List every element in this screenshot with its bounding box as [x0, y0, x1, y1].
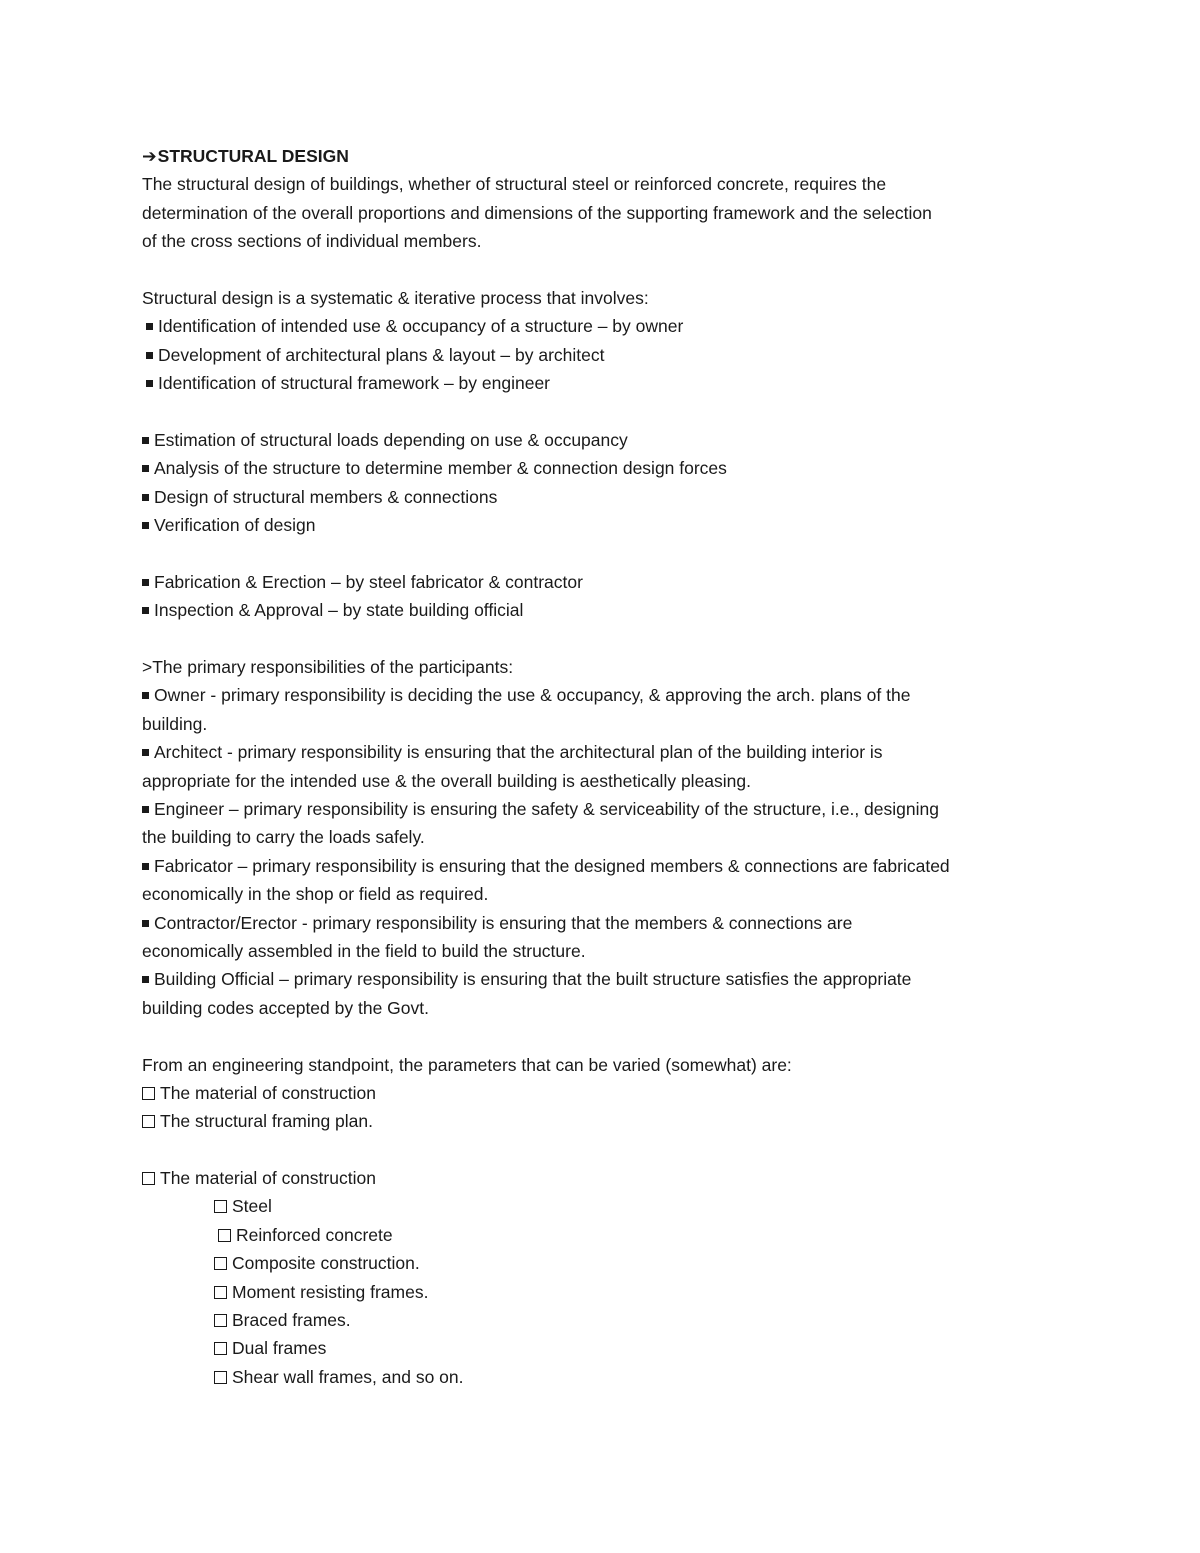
material-item: Braced frames.: [142, 1306, 1072, 1334]
checkbox-icon: [214, 1314, 227, 1327]
responsibility-continuation: economically in the shop or field as required.: [142, 884, 489, 905]
checkbox-icon: [214, 1342, 227, 1355]
process-item: Identification of intended use & occupancy of a structure – by owner: [142, 312, 1072, 340]
checkbox-icon: [214, 1257, 227, 1270]
responsibility-item: Fabricator – primary responsibility is ensuring that the designed members & connections are fabricated: [142, 852, 1072, 880]
process-item: Inspection & Approval – by state building official: [142, 596, 1072, 624]
material-item: Composite construction.: [142, 1249, 1072, 1277]
square-bullet-icon: [142, 920, 149, 927]
process-item: Estimation of structural loads depending on use & occupancy: [142, 426, 1072, 454]
checkbox-icon: [142, 1172, 155, 1185]
square-bullet-icon: [142, 494, 149, 501]
intro-line: of the cross sections of individual members.: [142, 231, 482, 252]
process-item: Design of structural members & connections: [142, 483, 1072, 511]
material-item: Steel: [142, 1192, 1072, 1220]
responsibility-item: Building Official – primary responsibility is ensuring that the built structure satisfies the appropriate: [142, 965, 1072, 993]
responsibilities-heading: >The primary responsibilities of the participants:: [142, 657, 514, 678]
document-page: [142, 142, 1072, 1391]
square-bullet-icon: [146, 380, 153, 387]
square-bullet-icon: [142, 976, 149, 983]
checkbox-icon: [214, 1200, 227, 1213]
responsibility-continuation: the building to carry the loads safely.: [142, 827, 425, 848]
parameter-item: The structural framing plan.: [142, 1107, 1072, 1135]
process-item: Development of architectural plans & layout – by architect: [142, 341, 1072, 369]
responsibility-continuation: appropriate for the intended use & the overall building is aesthetically pleasing.: [142, 770, 751, 791]
square-bullet-icon: [146, 352, 153, 359]
checkbox-icon: [218, 1229, 231, 1242]
material-item: Shear wall frames, and so on.: [142, 1363, 1072, 1391]
parameter-item: The material of construction: [142, 1079, 1072, 1107]
process-item: Identification of structural framework – by engineer: [142, 369, 1072, 397]
square-bullet-icon: [142, 692, 149, 699]
material-item: Dual frames: [142, 1334, 1072, 1362]
responsibility-continuation: economically assembled in the field to build the structure.: [142, 940, 586, 961]
arrow-icon: ➔: [142, 146, 157, 166]
material-heading: The material of construction: [142, 1164, 1072, 1192]
responsibility-item: Engineer – primary responsibility is ensuring the safety & serviceability of the structure, i.e., designing: [142, 795, 1072, 823]
square-bullet-icon: [146, 323, 153, 330]
square-bullet-icon: [142, 607, 149, 614]
checkbox-icon: [142, 1087, 155, 1100]
parameters-intro: From an engineering standpoint, the parameters that can be varied (somewhat) are:: [142, 1054, 792, 1075]
square-bullet-icon: [142, 579, 149, 586]
square-bullet-icon: [142, 863, 149, 870]
checkbox-icon: [214, 1371, 227, 1384]
process-item: Fabrication & Erection – by steel fabricator & contractor: [142, 568, 1072, 596]
checkbox-icon: [142, 1115, 155, 1128]
process-intro: Structural design is a systematic & iterative process that involves:: [142, 287, 649, 308]
responsibility-item: Architect - primary responsibility is ensuring that the architectural plan of the building interior is: [142, 738, 1072, 766]
process-item: Analysis of the structure to determine member & connection design forces: [142, 454, 1072, 482]
section-title: ➔STRUCTURAL DESIGN: [142, 146, 349, 166]
square-bullet-icon: [142, 806, 149, 813]
square-bullet-icon: [142, 522, 149, 529]
process-item: Verification of design: [142, 511, 1072, 539]
square-bullet-icon: [142, 465, 149, 472]
intro-line: The structural design of buildings, whether of structural steel or reinforced concrete, requires the: [142, 174, 887, 195]
checkbox-icon: [214, 1286, 227, 1299]
square-bullet-icon: [142, 749, 149, 756]
square-bullet-icon: [142, 437, 149, 444]
material-item: Reinforced concrete: [142, 1221, 1072, 1249]
responsibility-item: Contractor/Erector - primary responsibility is ensuring that the members & connections are: [142, 909, 1072, 937]
material-item: Moment resisting frames.: [142, 1278, 1072, 1306]
responsibility-continuation: building codes accepted by the Govt.: [142, 997, 429, 1018]
responsibility-continuation: building.: [142, 713, 208, 734]
responsibility-item: Owner - primary responsibility is deciding the use & occupancy, & approving the arch. plans of the: [142, 681, 1072, 709]
intro-line: determination of the overall proportions and dimensions of the supporting framework and the selection: [142, 202, 932, 223]
